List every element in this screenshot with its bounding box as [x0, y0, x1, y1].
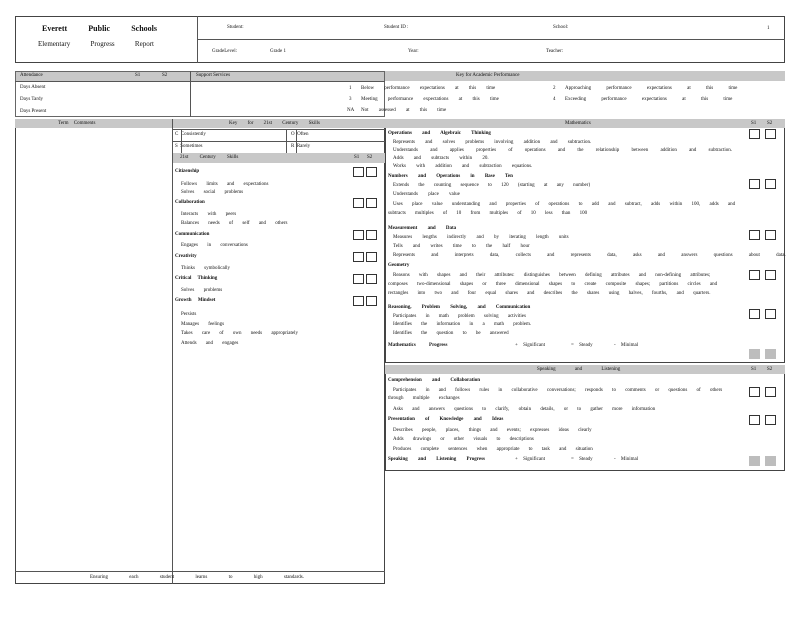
- math-item: Works with addition and subtraction equations.: [393, 164, 533, 169]
- skill-item: Manages feelings: [181, 322, 225, 327]
- teacher-label: Teacher:: [546, 49, 564, 54]
- skills-s2: S2: [367, 155, 373, 160]
- skill-s1-checkbox[interactable]: [353, 198, 364, 208]
- term-comments-title: Term Comments: [58, 121, 96, 126]
- math-s2-checkbox[interactable]: [765, 230, 776, 240]
- skill-s1-checkbox[interactable]: [353, 167, 364, 177]
- math-s2-checkbox[interactable]: [765, 179, 776, 189]
- attendance-s2: S2: [162, 73, 168, 78]
- skill-group-communication: Communication: [175, 232, 210, 237]
- key-text-na: Not assessed at this time: [361, 108, 447, 113]
- speaking-progress-s1-box[interactable]: [749, 456, 760, 466]
- key-code-1: 1: [349, 86, 352, 91]
- skill-group-citizenship: Citizenship: [175, 169, 200, 174]
- math-s2-checkbox[interactable]: [765, 309, 776, 319]
- skill-item: Persists: [181, 312, 197, 317]
- math-legend-significant: + Significant: [515, 343, 546, 348]
- math-group: Numbers and Operations in Base Ten: [388, 174, 513, 179]
- student-id-label: Student ID :: [384, 25, 409, 30]
- key-code-3: 3: [349, 97, 352, 102]
- speaking-s2: S2: [767, 367, 773, 372]
- speaking-item: Describes people, places, things and events; expresses ideas clearly: [393, 428, 592, 433]
- skill-s2-checkbox[interactable]: [366, 296, 377, 306]
- key-text-2: Approaching performance expectations at this time: [565, 86, 738, 91]
- key-text-1: Below performance expectations at this time: [361, 86, 496, 91]
- skill-item: Balances needs of self and others: [181, 221, 288, 226]
- skill-item: Engages in conversations: [181, 243, 248, 248]
- skill-group-collaboration: Collaboration: [175, 200, 205, 205]
- skill-item: Takes care of own needs appropriately: [181, 331, 298, 336]
- key-21st-s: S Sometimes: [175, 144, 203, 149]
- math-item: Represents and solves problems involving addition and subtraction.: [393, 140, 592, 145]
- key-performance-title: Key for Academic Performance: [456, 73, 520, 78]
- grade-value: Grade 1: [270, 49, 286, 54]
- page-number: 1: [767, 26, 770, 31]
- skill-group-creativity: Creativity: [175, 254, 197, 259]
- math-item: Identifies the information in a math problem.: [393, 322, 532, 327]
- speaking-item: Participates in and follows rules in collaborative conversations; responds to comments or questions of others through multiple exchanges: [388, 388, 723, 401]
- math-s1: S1: [751, 121, 757, 126]
- key-code-2: 2: [553, 86, 556, 91]
- math-item: Represents and interprets data, collects and represents data, asks and answers questions about data.: [393, 253, 786, 258]
- math-s2-checkbox[interactable]: [765, 129, 776, 139]
- speaking-title: Speaking and Listening: [537, 367, 621, 372]
- math-legend-steady: = Steady: [571, 343, 593, 348]
- attendance-row-absent: Days Absent: [20, 85, 46, 90]
- math-progress-label: Mathematics Progress: [388, 343, 448, 348]
- attendance-s1: S1: [135, 73, 141, 78]
- math-item: Tells and writes time to the half hour: [393, 244, 530, 249]
- attendance-row-tardy: Days Tardy: [20, 97, 44, 102]
- key-code-na: NA: [347, 108, 355, 113]
- math-group: Reasoning, Problem Solving, and Communication: [388, 305, 531, 310]
- math-item: Uses place value understanding and properties of operations to add and subtract, adds within 100, adds and subtracts multiples of 10 from multiples of 10 less than 100: [388, 202, 736, 216]
- skill-s1-checkbox[interactable]: [353, 274, 364, 284]
- speaking-s2-checkbox[interactable]: [765, 387, 776, 397]
- skill-group-critical-thinking: Critical Thinking: [175, 276, 218, 281]
- skill-item: Solves social problems: [181, 190, 244, 195]
- year-label: Year:: [408, 49, 419, 54]
- speaking-legend-significant: + Significant: [515, 457, 546, 462]
- math-group: Measurement and Data: [388, 226, 457, 231]
- school-name: Everett Public Schools: [42, 24, 157, 33]
- school-label: School:: [553, 25, 569, 30]
- key-text-4: Exceeding performance expectations at this time: [565, 97, 733, 102]
- speaking-group: Comprehension and Collaboration: [388, 378, 481, 383]
- speaking-s1-checkbox[interactable]: [749, 387, 760, 397]
- math-s1-checkbox[interactable]: [749, 230, 760, 240]
- math-item: Understands place value: [393, 192, 460, 197]
- attendance-row-present: Days Present: [20, 109, 47, 114]
- math-s2: S2: [767, 121, 773, 126]
- support-services-title: Support Services: [196, 73, 231, 78]
- skill-item: Follows limits and expectations: [181, 182, 269, 187]
- speaking-group: Presentation of Knowledge and Ideas: [388, 417, 504, 422]
- skill-s1-checkbox[interactable]: [353, 296, 364, 306]
- skill-s1-checkbox[interactable]: [353, 230, 364, 240]
- math-item: Extends the counting sequence to 120 (starting at any number): [393, 183, 591, 188]
- key-text-3: Meeting performance expectations at this time: [361, 97, 499, 102]
- skill-group-growth-mindset: Growth Mindset: [175, 298, 216, 303]
- skills-s1: S1: [354, 155, 360, 160]
- skill-s2-checkbox[interactable]: [366, 274, 377, 284]
- math-item: Adds and subtracts within 20.: [393, 156, 489, 161]
- speaking-legend-minimal: - Minimal: [614, 457, 639, 462]
- math-s1-checkbox[interactable]: [749, 270, 760, 280]
- skill-s1-checkbox[interactable]: [353, 252, 364, 262]
- skill-item: Interacts with peers: [181, 212, 237, 217]
- math-item: Reasons with shapes and their attributes: distinguishes between defining attributes and non-defining attributes; composes two-dimensional shapes or three dimensional shapes to create composite shapes; partitions circles and rectangles into two and four equal shares and describes the shares using halves, fourths, and quarters.: [388, 273, 718, 296]
- skills-title: 21st Century Skills: [180, 155, 239, 160]
- skill-item: Solves problems: [181, 288, 223, 293]
- attendance-title: Attendance: [20, 73, 43, 78]
- math-progress-s2-box[interactable]: [765, 349, 776, 359]
- student-label: Student:: [227, 25, 244, 30]
- skill-s2-checkbox[interactable]: [366, 252, 377, 262]
- math-title: Mathematics: [565, 121, 591, 126]
- skill-item: Thinks symbolically: [181, 266, 230, 271]
- math-s2-checkbox[interactable]: [765, 270, 776, 280]
- math-group: Geometry: [388, 263, 410, 268]
- math-group: Operations and Algebraic Thinking: [388, 131, 491, 136]
- key-21st-r: R Rarely: [291, 144, 311, 149]
- key-21st-title: Key for 21st Century Skills: [229, 121, 320, 126]
- skill-s2-checkbox[interactable]: [366, 198, 377, 208]
- speaking-progress-s2-box[interactable]: [765, 456, 776, 466]
- speaking-item: Asks and answers questions to clarify, obtain details, or to gather more information: [393, 407, 656, 412]
- skill-s2-checkbox[interactable]: [366, 230, 377, 240]
- gradelevel-label: GradeLevel:: [212, 49, 237, 54]
- key-21st-c: C Consistently: [175, 132, 206, 137]
- speaking-item: Produces complete sentences when appropriate to task and situation: [393, 447, 593, 452]
- speaking-s1: S1: [751, 367, 757, 372]
- key-21st-o: O Often: [291, 132, 309, 137]
- math-item: Identifies the question to be answered: [393, 331, 509, 336]
- math-item: Understands and applies properties of operations and the relationship between addition and subtraction.: [393, 148, 733, 153]
- left-panel-frame: [15, 119, 385, 584]
- math-legend-minimal: - Minimal: [614, 343, 639, 348]
- math-s1-checkbox[interactable]: [749, 129, 760, 139]
- math-s1-checkbox[interactable]: [749, 179, 760, 189]
- skill-item: Attends and engages: [181, 341, 239, 346]
- speaking-s1-checkbox[interactable]: [749, 415, 760, 425]
- speaking-legend-steady: = Steady: [571, 457, 593, 462]
- speaking-item: Adds drawings or other visuals to descriptions: [393, 437, 534, 442]
- report-title: Elementary Progress Report: [38, 40, 154, 48]
- math-item: Measures lengths indirectly and by iterating length units: [393, 235, 569, 240]
- math-s1-checkbox[interactable]: [749, 309, 760, 319]
- key-code-4: 4: [553, 97, 556, 102]
- math-item: Participates in math problem solving activities: [393, 314, 526, 319]
- footer-motto: Ensuring each student learns to high standards.: [90, 575, 305, 580]
- math-progress-s1-box[interactable]: [749, 349, 760, 359]
- skill-s2-checkbox[interactable]: [366, 167, 377, 177]
- speaking-s2-checkbox[interactable]: [765, 415, 776, 425]
- speaking-progress-label: Speaking and Listening Progress: [388, 457, 485, 462]
